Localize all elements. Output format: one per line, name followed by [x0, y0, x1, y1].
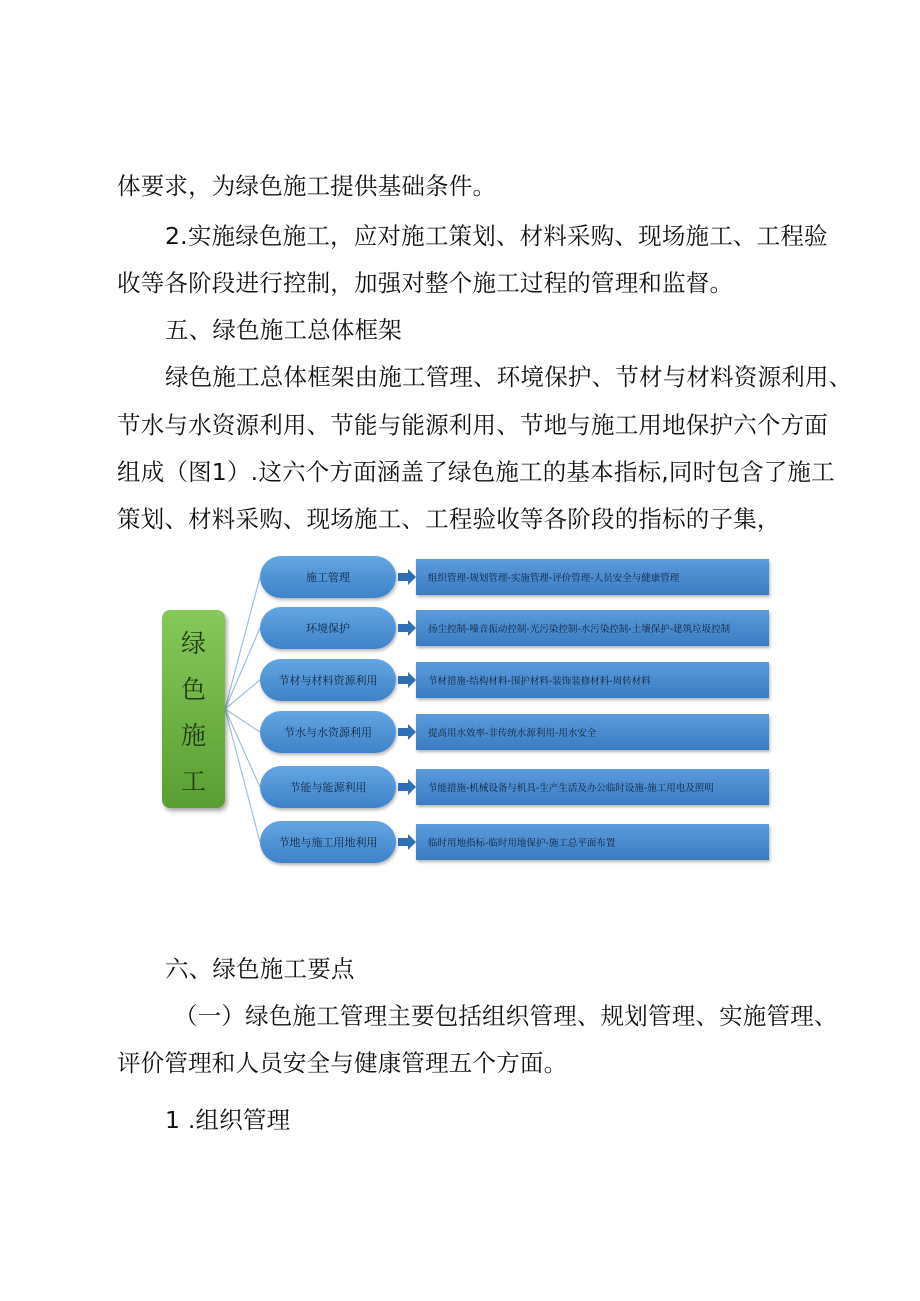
category-node: 节能与能源利用 [260, 766, 396, 808]
section-heading-6: 六、绿色施工要点 [165, 955, 355, 983]
paragraph-line: 2.实施绿色施工，应对施工策划、材料采购、现场施工、工程验 [165, 222, 828, 250]
category-node: 节材与材料资源利用 [260, 659, 396, 701]
paragraph-line: 绿色施工总体框架由施工管理、环境保护、节材与材料资源利用、 [165, 363, 853, 391]
paragraph-line: （一）绿色施工管理主要包括组织管理、规划管理、实施管理、 [174, 1002, 838, 1030]
category-node: 节地与施工用地利用 [260, 821, 396, 863]
arrow-icon [398, 779, 416, 795]
root-char: 工 [180, 767, 206, 796]
paragraph-line: 评价管理和人员安全与健康管理五个方面。 [117, 1049, 568, 1077]
category-detail: 组织管理-规划管理-实施管理-评价管理-人员安全与健康管理 [416, 559, 769, 595]
paragraph-line: 组成（图1）.这六个方面涵盖了绿色施工的基本指标,同时包含了施工 [117, 458, 835, 486]
framework-diagram [158, 553, 774, 865]
category-node: 节水与水资源利用 [260, 711, 396, 753]
category-node: 施工管理 [260, 556, 396, 598]
category-detail: 临时用地指标-临时用地保护-施工总平面布置 [416, 824, 769, 860]
arrow-icon [398, 569, 416, 585]
category-detail: 节材措施-结构材料-围护材料-装饰装修材料-周转材料 [416, 662, 769, 698]
arrow-icon [398, 724, 416, 740]
connector-lines [158, 553, 774, 865]
root-node-green-construction [162, 610, 225, 808]
paragraph-line: 节水与水资源利用、节能与能源利用、节地与施工用地保护六个方面 [117, 411, 828, 439]
arrow-icon [398, 834, 416, 850]
category-detail: 节能措施-机械设备与机具-生产生活及办公临时设施-施工用电及照明 [416, 769, 769, 805]
category-detail: 扬尘控制-噪音振动控制-光污染控制-水污染控制-土壤保护-建筑垃圾控制 [416, 610, 769, 646]
paragraph-line: 收等各阶段进行控制，加强对整个施工过程的管理和监督。 [117, 269, 734, 297]
root-char: 施 [180, 721, 206, 750]
section-heading-5: 五、绿色施工总体框架 [165, 316, 402, 344]
root-char: 色 [180, 675, 206, 704]
category-detail: 提高用水效率-非传统水源利用-用水安全 [416, 714, 769, 750]
root-char: 绿 [180, 629, 206, 658]
paragraph-line: 体要求，为绿色施工提供基础条件。 [117, 172, 497, 200]
arrow-icon [398, 672, 416, 688]
paragraph-line: 策划、材料采购、现场施工、工程验收等各阶段的指标的子集， [117, 505, 781, 533]
category-node: 环境保护 [260, 607, 396, 649]
arrow-icon [398, 620, 416, 636]
subsection-heading: 1 .组织管理 [165, 1106, 291, 1134]
